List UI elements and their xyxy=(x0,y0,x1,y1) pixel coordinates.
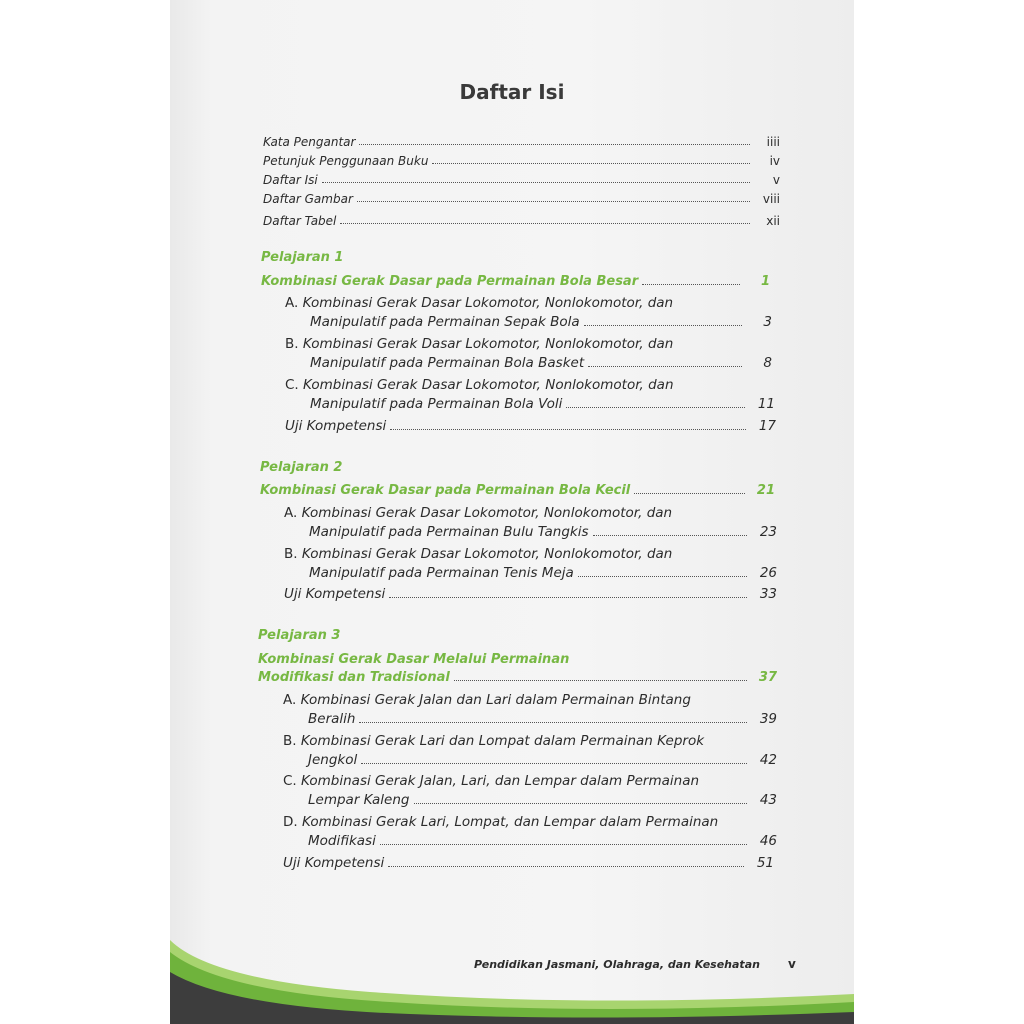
toc-entry-label: Daftar Isi xyxy=(263,173,318,187)
item-title-line: Kombinasi Gerak Dasar Lokomotor, Nonlokomotor, dan xyxy=(301,546,673,562)
item-letter: B. xyxy=(284,546,298,562)
dot-leader xyxy=(380,844,747,845)
dot-leader xyxy=(357,201,750,202)
item-title-line: Kombinasi Gerak Jalan, Lari, dan Lempar dalam Permainan xyxy=(301,773,700,789)
toc-chapter-1[interactable] xyxy=(261,274,770,289)
toc-item-2a[interactable] xyxy=(309,524,777,540)
toc-chapter-2[interactable] xyxy=(260,483,775,498)
dot-leader xyxy=(359,722,747,723)
chapter-label: Pelajaran 2 xyxy=(260,460,343,475)
toc-entry-daftar-isi[interactable] xyxy=(263,171,780,187)
item-title-line: Kombinasi Gerak Dasar Lokomotor, Nonlokomotor, dan xyxy=(302,336,674,352)
item-title-line: Manipulatif pada Permainan Bola Voli xyxy=(310,396,563,412)
dot-leader xyxy=(588,366,742,367)
item-title-line: Uji Kompetensi xyxy=(285,418,387,434)
dot-leader xyxy=(642,284,740,285)
footer-page-number: v xyxy=(788,957,796,971)
toc-uji-kompetensi-3[interactable] xyxy=(283,855,774,871)
toc-item-1c[interactable] xyxy=(310,396,775,412)
dot-leader xyxy=(414,803,748,804)
toc-entry-petunjuk[interactable] xyxy=(263,152,780,168)
dot-leader xyxy=(634,493,745,494)
item-title-line: Kombinasi Gerak Dasar Lokomotor, Nonlokomotor, dan xyxy=(301,505,673,521)
toc-entry-label: Petunjuk Penggunaan Buku xyxy=(263,154,429,168)
item-letter: B. xyxy=(283,733,297,749)
item-title-line: Manipulatif pada Permainan Tenis Meja xyxy=(309,565,574,581)
dot-leader xyxy=(322,182,750,183)
footer-book-title: Pendidikan Jasmani, Olahraga, dan Kesehatan xyxy=(474,958,760,971)
toc-item-3b[interactable] xyxy=(308,752,777,768)
toc-item-first-line xyxy=(283,733,704,749)
dot-leader xyxy=(390,429,746,430)
item-letter: C. xyxy=(283,773,297,789)
toc-item-first-line xyxy=(284,546,672,562)
dot-leader xyxy=(389,597,747,598)
chapter-title: Kombinasi Gerak Dasar pada Permainan Bola Kecil xyxy=(260,483,631,498)
item-page: 46 xyxy=(759,833,777,849)
item-letter: A. xyxy=(285,295,299,311)
dot-leader xyxy=(359,144,750,145)
toc-entry-label: Kata Pengantar xyxy=(263,135,356,149)
toc-item-first-line xyxy=(283,814,718,830)
item-title-line: Kombinasi Gerak Dasar Lokomotor, Nonlokomotor, dan xyxy=(303,377,674,393)
toc-entry-page: xii xyxy=(766,214,780,228)
chapter-label: Pelajaran 3 xyxy=(258,628,341,643)
toc-item-first-line xyxy=(285,377,674,393)
toc-uji-kompetensi-2[interactable] xyxy=(284,586,777,602)
dot-leader xyxy=(584,325,742,326)
item-page: 3 xyxy=(763,314,772,330)
toc-item-first-line xyxy=(283,773,699,789)
dot-leader xyxy=(432,163,750,164)
toc-entry-label: Daftar Tabel xyxy=(263,214,337,228)
item-page: 33 xyxy=(759,586,777,602)
dot-leader xyxy=(361,763,747,764)
toc-item-1b[interactable] xyxy=(310,355,772,371)
item-title-line: Kombinasi Gerak Lari dan Lompat dalam Permainan Keprok xyxy=(300,733,705,749)
chapter-page: 1 xyxy=(760,274,770,289)
item-title-line: Manipulatif pada Permainan Bola Basket xyxy=(310,355,585,371)
item-title-line: Kombinasi Gerak Jalan dan Lari dalam Permainan Bintang xyxy=(300,692,691,708)
toc-chapter-3[interactable] xyxy=(258,670,777,685)
dot-leader xyxy=(593,535,747,536)
chapter-label: Pelajaran 1 xyxy=(261,250,344,265)
item-letter: A. xyxy=(284,505,298,521)
dot-leader xyxy=(454,680,747,681)
item-letter: D. xyxy=(283,814,298,830)
item-page: 17 xyxy=(758,418,776,434)
chapter-page: 21 xyxy=(756,483,775,498)
toc-entry-page: iiii xyxy=(766,135,780,149)
footer-wave-decoration xyxy=(170,920,854,1024)
page-title: Daftar Isi xyxy=(459,80,565,104)
chapter-title: Kombinasi Gerak Dasar pada Permainan Bola Besar xyxy=(261,274,639,289)
item-title-line: Uji Kompetensi xyxy=(283,855,385,871)
toc-entry-daftar-gambar[interactable] xyxy=(263,190,780,206)
toc-item-2b[interactable] xyxy=(309,565,777,581)
toc-uji-kompetensi-1[interactable] xyxy=(285,418,776,434)
toc-item-3c[interactable] xyxy=(308,792,777,808)
toc-entry-label: Daftar Gambar xyxy=(263,192,353,206)
item-title-line: Beralih xyxy=(308,711,356,727)
book-page xyxy=(170,0,854,1024)
item-title-line: Lempar Kaleng xyxy=(308,792,410,808)
toc-item-first-line xyxy=(284,505,672,521)
item-title-line: Manipulatif pada Permainan Sepak Bola xyxy=(310,314,580,330)
item-title-line: Uji Kompetensi xyxy=(284,586,386,602)
toc-item-3d[interactable] xyxy=(308,833,777,849)
item-page: 11 xyxy=(757,396,775,412)
toc-item-3a[interactable] xyxy=(308,711,777,727)
dot-leader xyxy=(578,576,747,577)
toc-item-first-line xyxy=(285,336,673,352)
item-title-line: Kombinasi Gerak Lari, Lompat, dan Lempar dalam Permainan xyxy=(301,814,719,830)
item-title-line: Kombinasi Gerak Dasar Lokomotor, Nonlokomotor, dan xyxy=(302,295,674,311)
item-page: 26 xyxy=(759,565,777,581)
toc-entry-kata-pengantar[interactable] xyxy=(263,133,780,149)
item-letter: A. xyxy=(283,692,297,708)
toc-entry-page: viii xyxy=(762,192,780,206)
item-page: 23 xyxy=(759,524,777,540)
item-page: 39 xyxy=(759,711,777,727)
dot-leader xyxy=(340,223,750,224)
toc-entry-daftar-tabel[interactable] xyxy=(263,212,780,228)
item-title-line: Jengkol xyxy=(308,752,358,768)
item-page: 42 xyxy=(759,752,777,768)
toc-item-first-line xyxy=(285,295,673,311)
item-page: 43 xyxy=(759,792,777,808)
item-letter: C. xyxy=(285,377,299,393)
item-title-line: Modifikasi xyxy=(308,833,376,849)
toc-entry-page: iv xyxy=(769,154,780,168)
chapter-title: Modifikasi dan Tradisional xyxy=(258,670,450,685)
toc-item-first-line xyxy=(283,692,691,708)
item-page: 51 xyxy=(756,855,774,871)
chapter-title: Kombinasi Gerak Dasar Melalui Permainan xyxy=(258,652,570,667)
toc-entry-page: v xyxy=(772,173,780,187)
dot-leader xyxy=(388,866,744,867)
item-page: 8 xyxy=(763,355,772,371)
item-letter: B. xyxy=(285,336,299,352)
dot-leader xyxy=(566,407,745,408)
chapter-page: 37 xyxy=(758,670,777,685)
toc-item-1a[interactable] xyxy=(310,314,772,330)
item-title-line: Manipulatif pada Permainan Bulu Tangkis xyxy=(309,524,589,540)
